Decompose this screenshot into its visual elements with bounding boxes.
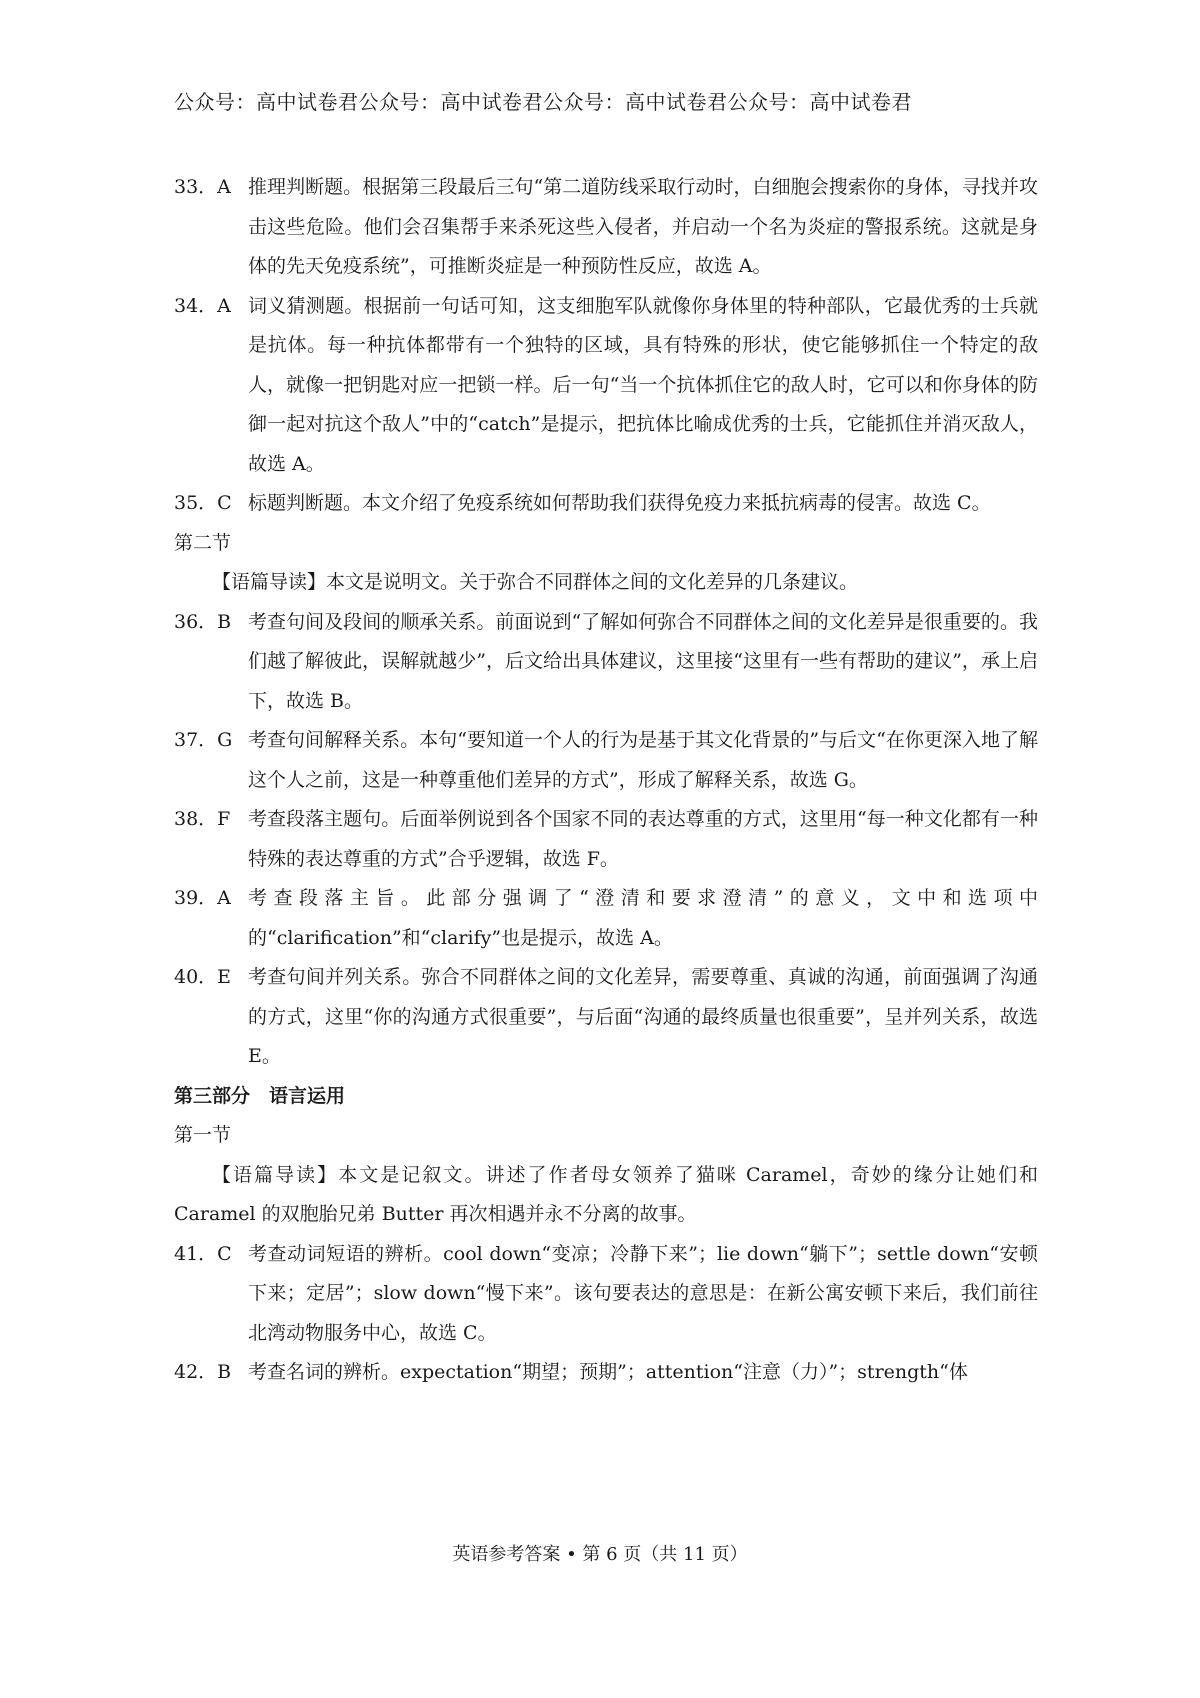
item-number: 41．C <box>174 1242 232 1265</box>
answer-item-36 <box>174 603 1038 722</box>
answer-item-38 <box>174 800 1038 879</box>
passage-guide: 【语篇导读】本文是记叙文。讲述了作者母女领养了猫咪 Caramel，奇妙的缘分让她们和 Caramel 的双胞胎兄弟 Butter 再次相遇并永不分离的故事。 <box>174 1163 1038 1225</box>
part-heading: 第三部分 语言运用 <box>174 1084 346 1107</box>
section-heading: 第一节 <box>174 1124 232 1146</box>
item-number: 37．G <box>174 729 233 751</box>
item-explanation: 考查段落主题句。后面举例说到各个国家不同的表达尊重的方式，这里用“每一种文化都有一种特殊的表达尊重的方式”合乎逻辑，故选 F。 <box>248 808 1038 870</box>
answer-item-34 <box>174 287 1038 485</box>
answer-content <box>174 168 1038 1393</box>
item-explanation: 推理判断题。根据第三段最后三句“第二道防线采取行动时，白细胞会搜索你的身体，寻找并攻击这些危险。他们会召集帮手来杀死这些入侵者，并启动一个名为炎症的警报系统。这就是身体的先天免疫系统”，可推断炎症是一种预防性反应，故选 A。 <box>248 176 1038 277</box>
item-number: 34．A <box>174 294 231 317</box>
item-explanation: 考查句间及段间的顺承关系。前面说到“了解如何弥合不同群体之间的文化差异是很重要的。我们越了解彼此，误解就越少”，后文给出具体建议，这里接“这里有一些有帮助的建议”，承上启下，故选 B。 <box>248 610 1038 712</box>
item-explanation: 考查动词短语的辨析。cool down“变凉；冷静下来”；lie down“躺下”；settle down“安顿下来；定居”；slow down“慢下来”。该句要表达的意思是：在新公寓安顿下来后，我们前往北湾动物服务中心，故选 C。 <box>248 1242 1038 1344</box>
item-number: 36．B <box>174 610 232 633</box>
item-number: 39．A <box>174 887 231 909</box>
item-number: 33．A <box>174 176 231 198</box>
answer-item-37 <box>174 721 1038 800</box>
answer-item-35 <box>174 484 1038 524</box>
item-explanation: 词义猜测题。根据前一句话可知，这支细胞军队就像你身体里的特种部队，它最优秀的士兵就是抗体。每一种抗体都带有一个独特的区域，具有特殊的形状，使它能够抓住一个特定的敌人，就像一把钥匙对应一把锁一样。后一句“当一个抗体抓住它的敌人时，它可以和你身体的防御一起对抗这个敌人”中的“catch”是提示，把抗体比喻成优秀的士兵，它能抓住并消灭敌人，故选 A。 <box>248 294 1038 475</box>
item-number: 35．C <box>174 492 232 514</box>
item-explanation: 考查句间并列关系。弥合不同群体之间的文化差异，需要尊重、真诚的沟通，前面强调了沟通的方式，这里“你的沟通方式很重要”，与后面“沟通的最终质量也很重要”，呈并列关系，故选 E。 <box>248 966 1038 1067</box>
item-explanation: 标题判断题。本文介绍了免疫系统如何帮助我们获得免疫力来抵抗病毒的侵害。故选 C。 <box>248 492 991 514</box>
watermark-text: 公众号：高中试卷君公众号：高中试卷君公众号：高中试卷君公众号：高中试卷君 <box>174 90 912 114</box>
section-heading: 第二节 <box>174 531 232 554</box>
answer-item-41 <box>174 1235 1038 1354</box>
page-footer: 英语参考答案 • 第 6 页（共 11 页） <box>452 1544 748 1565</box>
item-number: 42．B <box>174 1361 232 1383</box>
answer-item-42 <box>174 1353 1038 1393</box>
item-explanation: 考查句间解释关系。本句“要知道一个人的行为是基于其文化背景的”与后文“在你更深入地了解这个人之前，这是一种尊重他们差异的方式”，形成了解释关系，故选 G。 <box>248 729 1038 791</box>
item-explanation: 考查名词的辨析。expectation“期望；预期”；attention“注意（力）”；strength“体 <box>248 1361 968 1383</box>
passage-guide: 【语篇导读】本文是说明文。关于弥合不同群体之间的文化差异的几条建议。 <box>212 571 859 593</box>
answer-item-40 <box>174 958 1038 1077</box>
item-number: 40．E <box>174 966 232 988</box>
item-explanation: 考查段落主旨。此部分强调了“澄清和要求澄清”的意义，文中和选项中的“clarification”和“clarify”也是提示，故选 A。 <box>248 887 1038 949</box>
item-number: 38．F <box>174 808 231 830</box>
answer-item-39 <box>174 879 1038 958</box>
answer-item-33 <box>174 168 1038 287</box>
